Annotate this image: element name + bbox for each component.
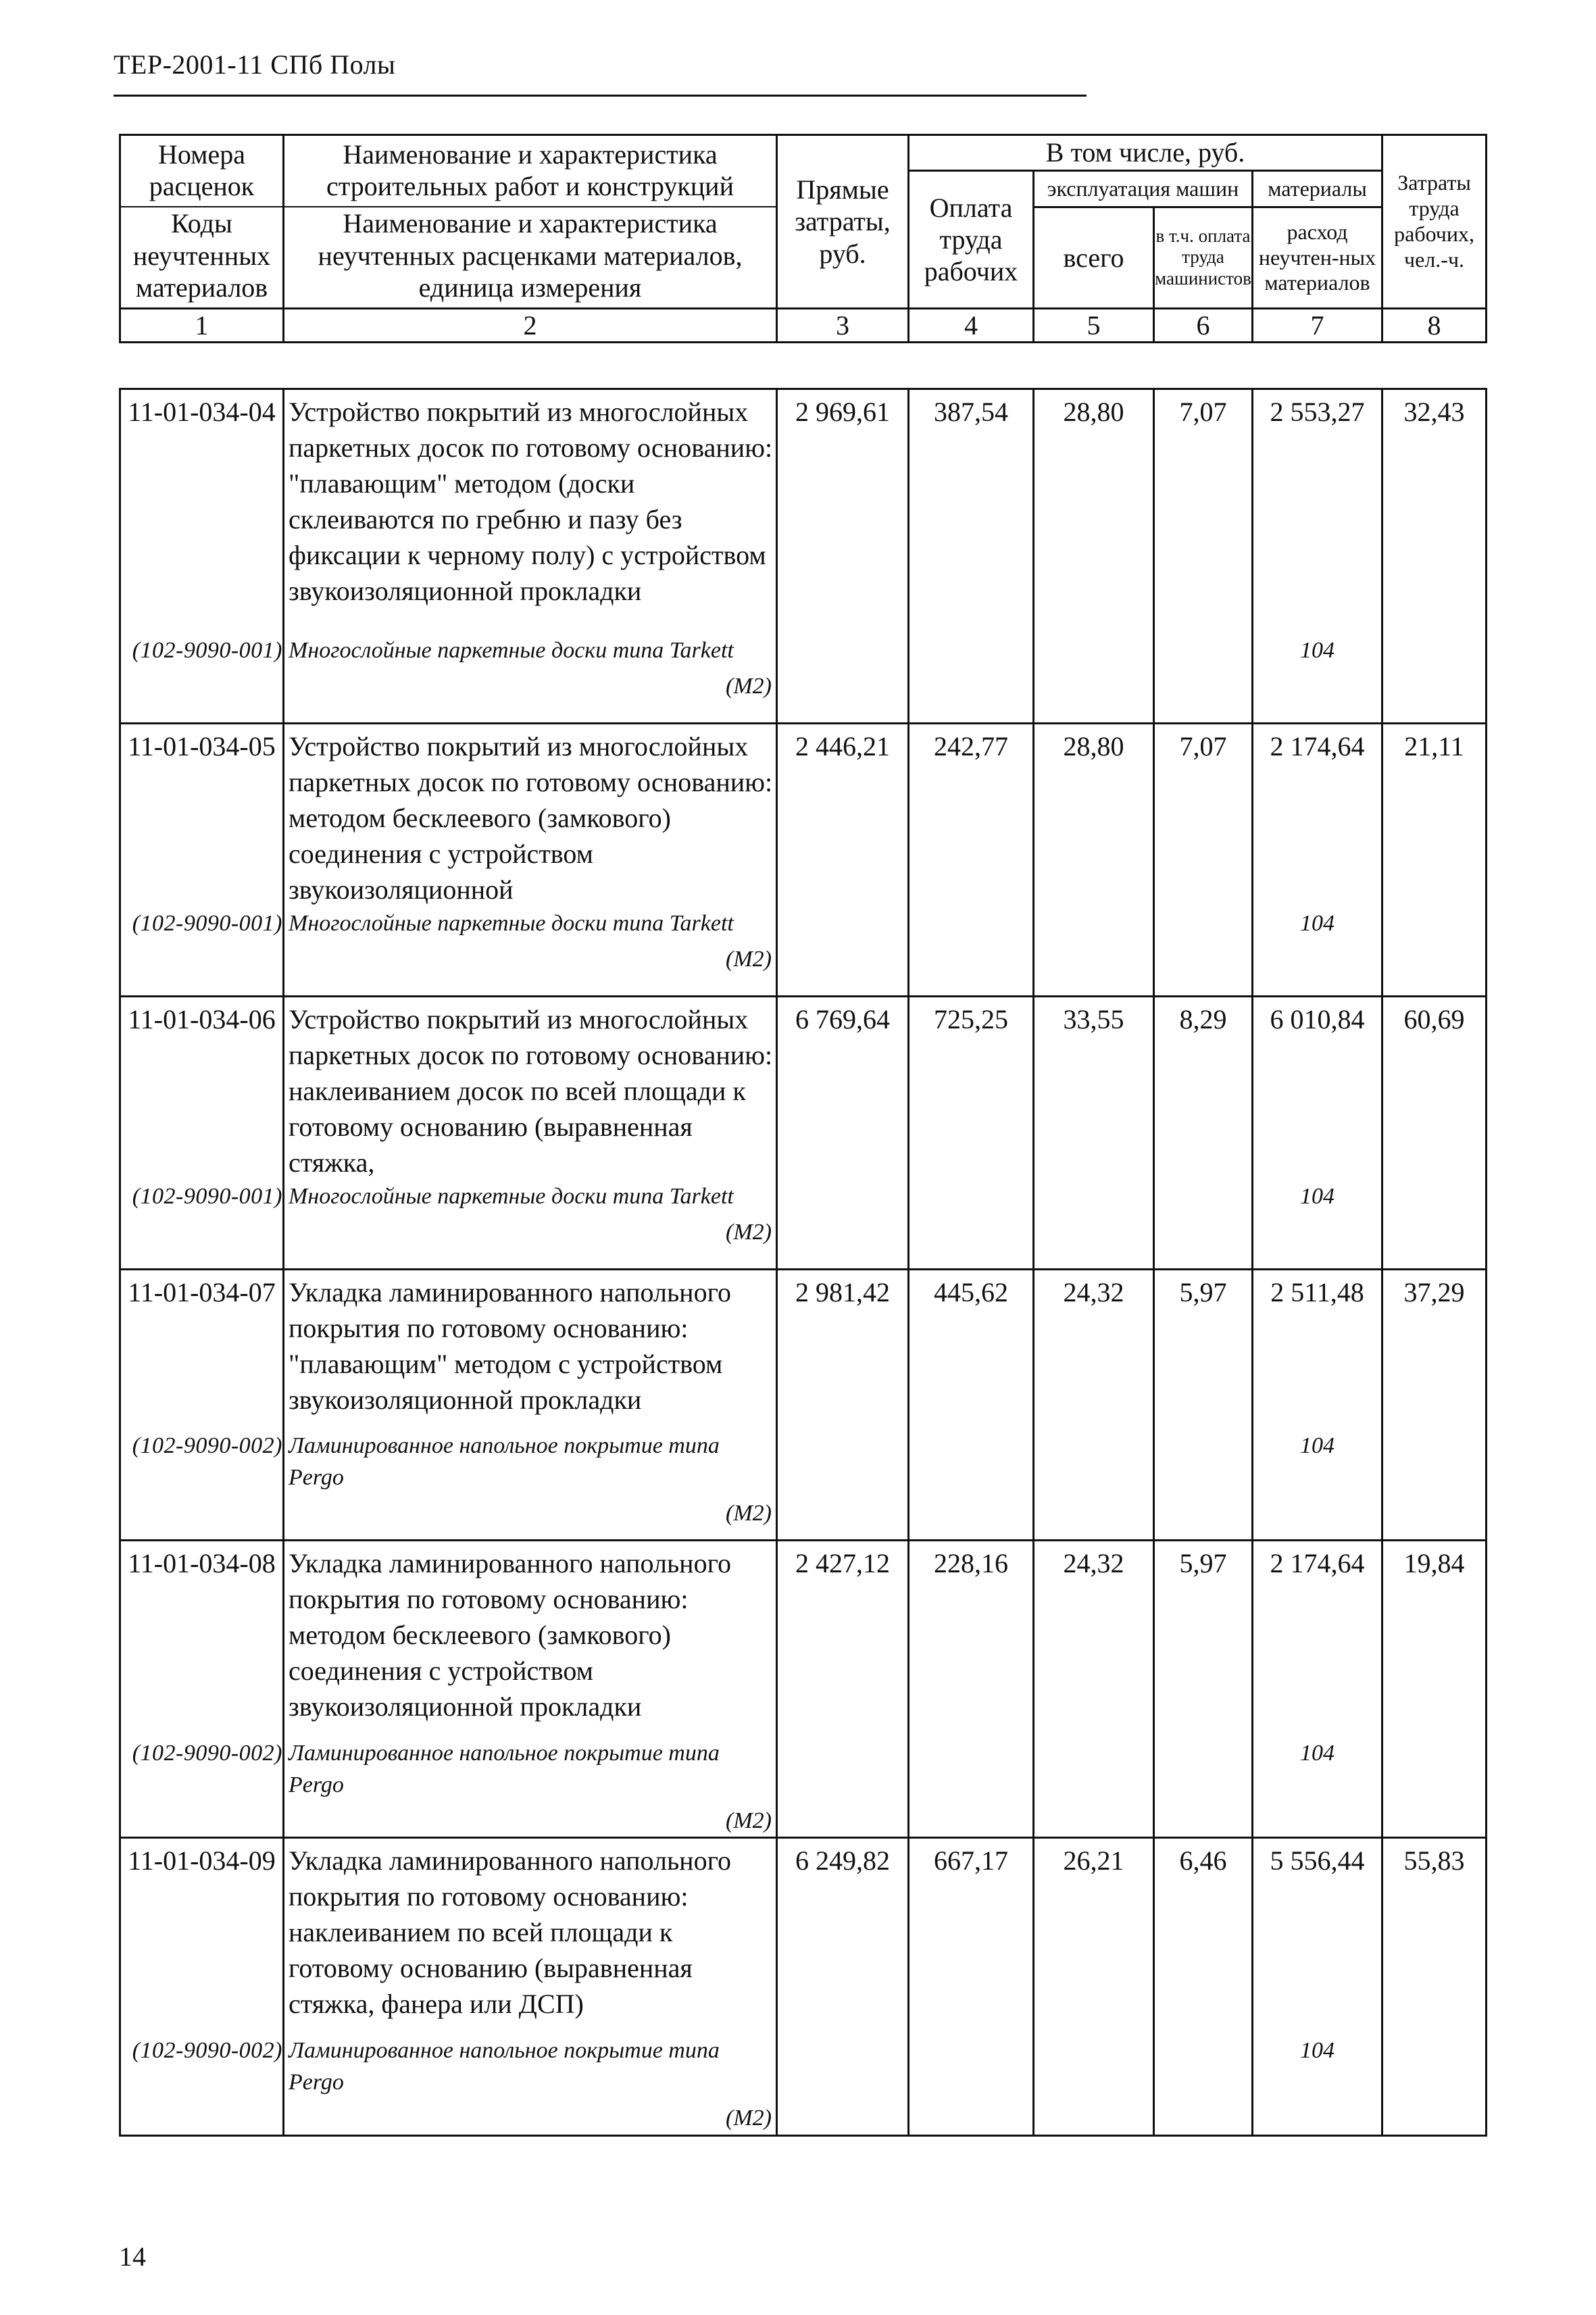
empty-cell [1154, 2035, 1253, 2136]
header-machinist-pay: в т.ч. оплата труда машинистов [1154, 207, 1253, 308]
running-head: ТЕР-2001-11 СПб Полы [114, 49, 396, 80]
header-machine-operation: эксплуатация машин [1034, 171, 1253, 207]
empty-cell [1154, 634, 1253, 724]
material-row [120, 907, 1487, 997]
material-name: Многослойные паркетные доски типа Tarkett [289, 1184, 734, 1209]
empty-cell [1154, 1180, 1253, 1270]
material-code: (102-9090-002) [120, 1737, 284, 1838]
material-name: Ламинированное напольное покрытие типа Pergo [289, 2038, 720, 2095]
material-cell [284, 907, 777, 997]
labor-pay: 667,17 [909, 1838, 1034, 2035]
table-row [120, 1838, 1487, 2035]
empty-cell [909, 1180, 1034, 1270]
direct-cost: 6 769,64 [777, 997, 909, 1181]
empty-cell [909, 1737, 1034, 1838]
material-code: (102-9090-001) [120, 1180, 284, 1270]
direct-cost: 6 249,82 [777, 1838, 909, 2035]
rate-code: 11-01-034-08 [120, 1541, 284, 1738]
empty-cell [909, 907, 1034, 997]
material-code: (102-9090-002) [120, 2035, 284, 2136]
material-name: Ламинированное напольное покрытие типа Pergo [289, 1433, 720, 1490]
material-cell [284, 1180, 777, 1270]
materials-cost: 2 174,64 [1253, 724, 1382, 908]
header-labor-hours: Затраты труда рабочих, чел.-ч. [1382, 135, 1487, 309]
empty-cell [1382, 634, 1487, 724]
empty-cell [1382, 1430, 1487, 1541]
empty-cell [1154, 907, 1253, 997]
empty-cell [909, 634, 1034, 724]
machines-total: 28,80 [1034, 389, 1154, 635]
table-row [120, 997, 1487, 1181]
material-row [120, 1430, 1487, 1541]
header-rate-numbers: Номера расценок [120, 135, 284, 207]
direct-cost: 2 446,21 [777, 724, 909, 908]
materials-cost: 2 174,64 [1253, 1541, 1382, 1738]
work-description [284, 1541, 777, 1738]
material-cell [284, 1430, 777, 1541]
empty-cell [1382, 1180, 1487, 1270]
direct-cost: 2 427,12 [777, 1541, 909, 1738]
material-cell [284, 634, 777, 724]
machines-total: 24,32 [1034, 1270, 1154, 1430]
column-number: 7 [1253, 308, 1382, 342]
labor-pay: 242,77 [909, 724, 1034, 908]
work-description-text: Устройство покрытий из многослойных паркетных досок по готовому основанию: "плавающим" методом (доски склеиваются по гребню и пазу без фиксации к черному полу) с устройством звукоизоляционной прокладки [289, 397, 773, 606]
rates-table [119, 388, 1487, 2137]
material-unit: (М2) [726, 947, 772, 972]
direct-cost: 2 969,61 [777, 389, 909, 635]
empty-cell [1154, 1430, 1253, 1541]
empty-cell [1034, 1430, 1154, 1541]
column-number: 5 [1034, 308, 1154, 342]
materials-cost: 6 010,84 [1253, 997, 1382, 1181]
material-row [120, 2035, 1487, 2136]
material-cell [284, 1737, 777, 1838]
rate-code: 11-01-034-04 [120, 389, 284, 635]
work-description-text: Укладка ламинированного напольного покрытия по готовому основанию: "плавающим" методом с устройством звукоизоляционной прокладки [289, 1277, 731, 1415]
empty-cell [1382, 907, 1487, 997]
materials-cost: 2 511,48 [1253, 1270, 1382, 1430]
column-number: 4 [909, 308, 1034, 342]
material-quantity: 104 [1253, 907, 1382, 997]
machines-total: 28,80 [1034, 724, 1154, 908]
labor-hours: 55,83 [1382, 1838, 1487, 2035]
labor-pay: 725,25 [909, 997, 1034, 1181]
page-number: 14 [119, 2241, 146, 2272]
work-description-text: Укладка ламинированного напольного покрытия по готовому основанию: методом бесклеевого (замкового) соединения с устройством звукоизоляционной прокладки [289, 1548, 731, 1722]
material-row [120, 634, 1487, 724]
column-number: 8 [1382, 308, 1487, 342]
machinist-pay: 5,97 [1154, 1541, 1253, 1738]
labor-pay: 445,62 [909, 1270, 1034, 1430]
column-number: 1 [120, 308, 284, 342]
header-direct-costs: Прямые затраты, руб. [777, 135, 909, 309]
material-code: (102-9090-001) [120, 634, 284, 724]
work-description-text: Укладка ламинированного напольного покрытия по готовому основанию: наклеиванием по всей площади к готовому основанию (выравненная стяжка, фанера или ДСП) [289, 1845, 731, 2019]
table-header [119, 134, 1487, 343]
labor-hours: 32,43 [1382, 389, 1487, 635]
header-material-names: Наименование и характеристика неучтенных расценками материалов, единица измерения [284, 207, 777, 308]
machines-total: 24,32 [1034, 1541, 1154, 1738]
material-quantity: 104 [1253, 2035, 1382, 2136]
material-code: (102-9090-001) [120, 907, 284, 997]
table-row [120, 389, 1487, 635]
header-material-codes: Коды неучтенных материалов [120, 207, 284, 308]
machinist-pay: 7,07 [1154, 724, 1253, 908]
empty-cell [1034, 1180, 1154, 1270]
material-quantity: 104 [1253, 1180, 1382, 1270]
material-unit: (М2) [726, 2106, 772, 2131]
column-number: 3 [777, 308, 909, 342]
material-quantity: 104 [1253, 634, 1382, 724]
material-code: (102-9090-002) [120, 1430, 284, 1541]
running-head-rule [114, 95, 1087, 97]
rate-code: 11-01-034-09 [120, 1838, 284, 2035]
rate-code: 11-01-034-06 [120, 997, 284, 1181]
empty-cell [777, 634, 909, 724]
material-name: Многослойные паркетные доски типа Tarkett [289, 911, 734, 936]
rate-code: 11-01-034-05 [120, 724, 284, 908]
work-description-text: Устройство покрытий из многослойных паркетных досок по готовому основанию: методом бесклеевого (замкового) соединения с устройством звукоизоляционной [289, 731, 773, 905]
material-unit: (М2) [726, 1501, 772, 1526]
column-number: 2 [284, 308, 777, 342]
header-work-name: Наименование и характеристика строительных работ и конструкций [284, 135, 777, 207]
empty-cell [1382, 2035, 1487, 2136]
materials-cost: 5 556,44 [1253, 1838, 1382, 2035]
column-number: 6 [1154, 308, 1253, 342]
work-description [284, 389, 777, 635]
material-quantity: 104 [1253, 1737, 1382, 1838]
direct-cost: 2 981,42 [777, 1270, 909, 1430]
labor-hours: 21,11 [1382, 724, 1487, 908]
empty-cell [777, 1430, 909, 1541]
labor-hours: 19,84 [1382, 1541, 1487, 1738]
machinist-pay: 8,29 [1154, 997, 1253, 1181]
empty-cell [777, 1737, 909, 1838]
empty-cell [777, 907, 909, 997]
work-description [284, 724, 777, 908]
material-unit: (М2) [726, 1808, 772, 1833]
work-description [284, 1270, 777, 1430]
table-row [120, 1270, 1487, 1430]
rate-code: 11-01-034-07 [120, 1270, 284, 1430]
materials-cost: 2 553,27 [1253, 389, 1382, 635]
empty-cell [909, 2035, 1034, 2136]
header-material-consumption: расход неучтен-ных материалов [1253, 207, 1382, 308]
empty-cell [777, 2035, 909, 2136]
header-group-including: В том числе, руб. [909, 135, 1382, 171]
material-unit: (М2) [726, 1220, 772, 1245]
header-machines-total: всего [1034, 207, 1154, 308]
machines-total: 33,55 [1034, 997, 1154, 1181]
labor-hours: 60,69 [1382, 997, 1487, 1181]
empty-cell [909, 1430, 1034, 1541]
material-row [120, 1180, 1487, 1270]
material-cell [284, 2035, 777, 2136]
work-description [284, 1838, 777, 2035]
machines-total: 26,21 [1034, 1838, 1154, 2035]
machinist-pay: 6,46 [1154, 1838, 1253, 2035]
material-name: Многослойные паркетные доски типа Tarkett [289, 638, 734, 663]
material-row [120, 1737, 1487, 1838]
material-name: Ламинированное напольное покрытие типа Pergo [289, 1741, 720, 1797]
table-row [120, 724, 1487, 908]
labor-hours: 37,29 [1382, 1270, 1487, 1430]
labor-pay: 228,16 [909, 1541, 1034, 1738]
table-row [120, 1541, 1487, 1738]
empty-cell [1382, 1737, 1487, 1838]
empty-cell [1034, 1737, 1154, 1838]
labor-pay: 387,54 [909, 389, 1034, 635]
empty-cell [777, 1180, 909, 1270]
work-description [284, 997, 777, 1181]
work-description-text: Устройство покрытий из многослойных паркетных досок по готовому основанию: наклеиванием досок по всей площади к готовому основанию (выравненная стяжка, [289, 1004, 773, 1178]
empty-cell [1154, 1737, 1253, 1838]
header-materials: материалы [1253, 171, 1382, 207]
machinist-pay: 5,97 [1154, 1270, 1253, 1430]
machinist-pay: 7,07 [1154, 389, 1253, 635]
empty-cell [1034, 634, 1154, 724]
header-labor-pay: Оплата труда рабочих [909, 171, 1034, 309]
empty-cell [1034, 907, 1154, 997]
material-unit: (М2) [726, 674, 772, 699]
empty-cell [1034, 2035, 1154, 2136]
material-quantity: 104 [1253, 1430, 1382, 1541]
